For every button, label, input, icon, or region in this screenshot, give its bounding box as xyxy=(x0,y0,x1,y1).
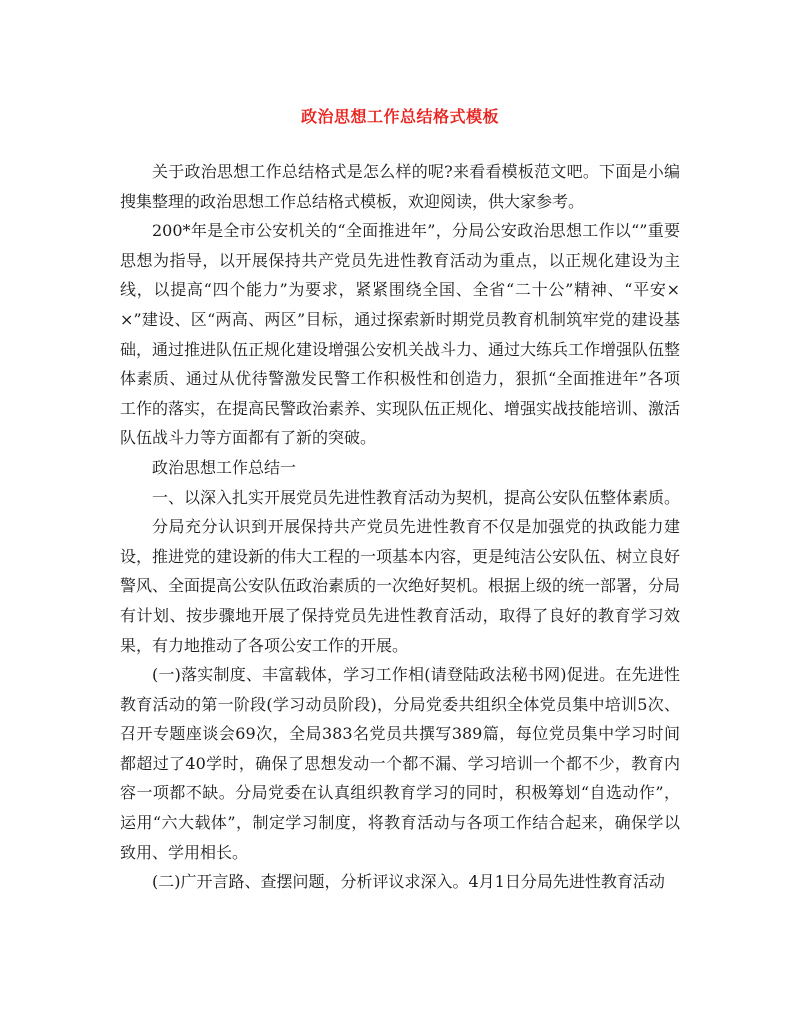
subsection-heading: 一、以深入扎实开展党员先进性教育活动为契机，提高公安队伍整体素质。 xyxy=(152,487,681,507)
document-title: 政治思想工作总结格式模板 xyxy=(300,107,499,126)
paragraph-overview: 200*年是全市公安机关的“全面推进年”，分局公安政治思想工作以“”重要思想为指导，以开展保持共产党员先进性教育活动为重点，以正规化建设为主线，以提高“四个能力”为要求，紧紧围绕全国、全省“二十公”精神、“平安××”建设、区“两高、两区”目标，通过探索新时期党员教育机制筑牢党的建设基础，通过推进队伍正规化建设增强公安机关战斗力、通过大练兵工作增强队伍整体素质、通过从优待警激发民警工作积极性和创造力，狠抓“全面推进年”各项工作的落实，在提高民警政治素养、实现队伍正规化、增强实战技能培训、激活队伍战斗力等方面都有了新的突破。 xyxy=(120,221,681,448)
paragraph-item-one: (一)落实制度、丰富载体，学习工作相(请登陆政法秘书网)促进。在先进性教育活动的第一阶段(学习动员阶段)，分局党委共组织全体党员集中培训5次、召开专题座谈会69次，全局383名党员共撰写389篇，每位党员集中学习时间都超过了40学时，确保了思想发动一个都不漏、学习培训一个都不少，教育内容一项都不缺。分局党委在认真组织教育学习的同时，积极筹划“自选动作”，运用“六大载体”，制定学习制度，将教育活动与各项工作结合起来，确保学以致用、学用相长。 xyxy=(120,665,680,862)
paragraph-body: 分局充分认识到开展保持共产党员先进性教育不仅是加强党的执政能力建设，推进党的建设新的伟大工程的一项基本内容，更是纯洁公安队伍、树立良好警风、全面提高公安队伍政治素质的一次绝好契机。根据上级的统一部署，分局有计划、按步骤地开展了保持党员先进性教育活动，取得了良好的教育学习效果，有力地推动了各项公安工作的开展。 xyxy=(120,517,681,655)
paragraph-item-two: (二)广开言路、查摆问题，分析评议求深入。4月1日分局先进性教育活动 xyxy=(152,872,665,892)
paragraph-intro: 关于政治思想工作总结格式是怎么样的呢?来看看模板范文吧。下面是小编搜集整理的政治思想工作总结格式模板，欢迎阅读，供大家参考。 xyxy=(120,162,680,211)
section-heading: 政治思想工作总结一 xyxy=(152,457,297,477)
document-body xyxy=(120,157,680,897)
